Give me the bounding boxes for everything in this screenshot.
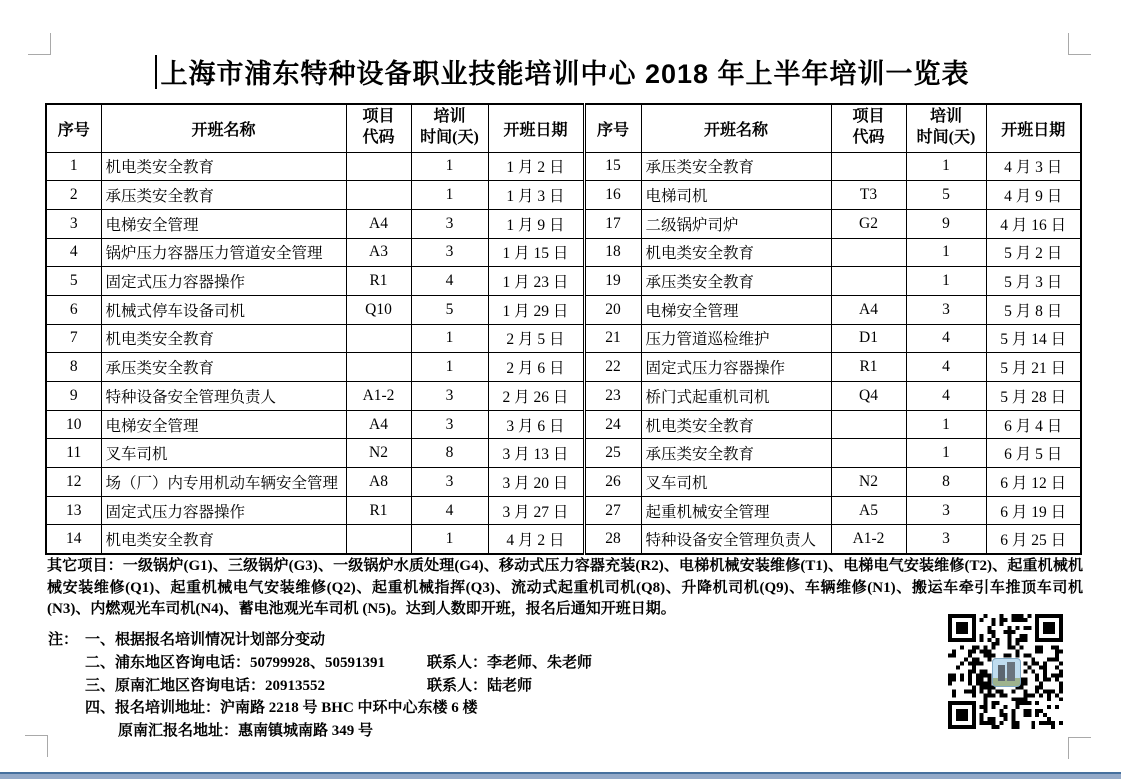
cell-date: 1 月 23 日	[488, 267, 584, 296]
cell-code: A1-2	[831, 525, 906, 554]
cell-no: 21	[584, 324, 641, 353]
cell-date: 6 月 4 日	[986, 410, 1081, 439]
header-training-days: 培训 时间(天)	[411, 104, 488, 152]
cell-date: 4 月 9 日	[986, 181, 1081, 210]
cell-date: 1 月 3 日	[488, 181, 584, 210]
cell-days: 3	[411, 382, 488, 411]
cell-no: 23	[584, 382, 641, 411]
cell-no: 14	[46, 525, 101, 554]
cell-date: 5 月 14 日	[986, 324, 1081, 353]
cell-name: 机电类安全教育	[101, 152, 346, 181]
cell-code: A5	[831, 496, 906, 525]
cell-code: Q4	[831, 382, 906, 411]
note-contact: 联系人：李老师、朱老师	[427, 654, 593, 671]
cell-name: 机电类安全教育	[101, 525, 346, 554]
table-row	[46, 410, 1081, 439]
note-contact: 联系人：陆老师	[427, 677, 533, 694]
note-number: 四、	[85, 700, 116, 717]
cell-days: 3	[906, 525, 986, 554]
note-line	[48, 697, 768, 720]
cell-code: R1	[346, 267, 411, 296]
cell-no: 18	[584, 238, 641, 267]
table-row	[46, 525, 1081, 554]
note-text: 报名培训地址：沪南路 2218 号 BHC 中环中心东楼 6 楼	[115, 700, 478, 717]
cell-name: 承压类安全教育	[641, 267, 831, 296]
cell-no: 11	[46, 439, 101, 468]
cell-no: 19	[584, 267, 641, 296]
cell-days: 3	[411, 468, 488, 497]
cell-name: 固定式压力容器操作	[641, 353, 831, 382]
cell-name: 锅炉压力容器压力管道安全管理	[101, 238, 346, 267]
note-text: 原南汇地区咨询电话：20913552	[115, 677, 326, 694]
cell-days: 3	[906, 295, 986, 324]
table-row	[46, 181, 1081, 210]
cell-days: 3	[411, 209, 488, 238]
cell-code: A8	[346, 468, 411, 497]
cell-days: 1	[411, 152, 488, 181]
header-start-date: 开班日期	[986, 104, 1081, 152]
cell-days: 1	[411, 324, 488, 353]
cell-date: 5 月 28 日	[986, 382, 1081, 411]
cell-days: 1	[906, 410, 986, 439]
cell-name: 特种设备安全管理负责人	[641, 525, 831, 554]
cell-name: 二级锅炉司炉	[641, 209, 831, 238]
cell-code: G2	[831, 209, 906, 238]
cell-days: 4	[411, 267, 488, 296]
cell-date: 3 月 13 日	[488, 439, 584, 468]
cell-code	[831, 439, 906, 468]
table-row	[46, 439, 1081, 468]
table-row	[46, 382, 1081, 411]
cell-name: 机电类安全教育	[101, 324, 346, 353]
cell-code: R1	[831, 353, 906, 382]
cell-code: A4	[831, 295, 906, 324]
note-label: 注：	[48, 632, 79, 648]
cell-name: 机电类安全教育	[641, 238, 831, 267]
cell-date: 5 月 21 日	[986, 353, 1081, 382]
cell-no: 13	[46, 496, 101, 525]
table-row	[46, 209, 1081, 238]
cell-code	[346, 525, 411, 554]
cell-date: 6 月 25 日	[986, 525, 1081, 554]
cell-name: 电梯司机	[641, 181, 831, 210]
qr-code	[948, 614, 1063, 729]
cell-name: 压力管道巡检维护	[641, 324, 831, 353]
cell-no: 15	[584, 152, 641, 181]
cell-no: 27	[584, 496, 641, 525]
cell-date: 1 月 2 日	[488, 152, 584, 181]
cell-name: 电梯安全管理	[101, 209, 346, 238]
header-class-name: 开班名称	[101, 104, 346, 152]
cell-name: 桥门式起重机司机	[641, 382, 831, 411]
cell-name: 起重机械安全管理	[641, 496, 831, 525]
cell-code: A3	[346, 238, 411, 267]
cell-date: 5 月 3 日	[986, 267, 1081, 296]
note-number: 三、	[85, 677, 116, 694]
cell-no: 20	[584, 295, 641, 324]
other-projects-paragraph: 其它项目：一级锅炉(G1)、三级锅炉(G3)、一级锅炉水质处理(G4)、移动式压力容器充装(R2)、电梯机械安装维修(T1)、电梯电气安装维修(T2)、起重机械机械安装维修(Q1)、起重机械电气安装维修(Q2)、起重机械指挥(Q3)、流动式起重机司机(Q8)、升降机司机(Q9)、车辆维修(N1)、搬运车牵引车推顶车司机(N3)、内燃观光车司机(N4)、蓄电池观光车司机 (N5)。达到人数即开班，报名后通知开班日期。	[47, 558, 1083, 617]
table-row	[46, 238, 1081, 267]
cell-days: 3	[411, 410, 488, 439]
cell-name: 固定式压力容器操作	[101, 496, 346, 525]
cell-no: 12	[46, 468, 101, 497]
notes-section	[48, 629, 768, 743]
note-number: 一、	[85, 632, 116, 648]
cell-date: 2 月 5 日	[488, 324, 584, 353]
cell-date: 4 月 3 日	[986, 152, 1081, 181]
cell-code: R1	[346, 496, 411, 525]
cell-code	[831, 267, 906, 296]
cell-no: 22	[584, 353, 641, 382]
cell-days: 8	[411, 439, 488, 468]
cell-date: 2 月 26 日	[488, 382, 584, 411]
cell-date: 6 月 19 日	[986, 496, 1081, 525]
table-row	[46, 324, 1081, 353]
note-text: 原南汇报名地址：惠南镇城南路 349 号	[118, 723, 374, 740]
cell-days: 1	[906, 152, 986, 181]
cell-name: 叉车司机	[641, 468, 831, 497]
note-text: 根据报名培训情况计划部分变动	[115, 632, 326, 648]
cell-code: A1-2	[346, 382, 411, 411]
cell-name: 特种设备安全管理负责人	[101, 382, 346, 411]
table-row	[46, 267, 1081, 296]
header-start-date: 开班日期	[488, 104, 584, 152]
cell-code	[346, 324, 411, 353]
window-bottom-edge	[0, 772, 1121, 779]
cell-code	[831, 410, 906, 439]
cell-name: 机械式停车设备司机	[101, 295, 346, 324]
cell-no: 8	[46, 353, 101, 382]
cell-code: Q10	[346, 295, 411, 324]
table-header-row	[46, 104, 1081, 152]
cell-code: N2	[346, 439, 411, 468]
cell-days: 1	[411, 181, 488, 210]
cell-name: 叉车司机	[101, 439, 346, 468]
table-row	[46, 496, 1081, 525]
cell-code	[831, 238, 906, 267]
cell-days: 1	[906, 238, 986, 267]
cell-days: 9	[906, 209, 986, 238]
cell-days: 4	[906, 382, 986, 411]
cell-name: 固定式压力容器操作	[101, 267, 346, 296]
cell-date: 4 月 16 日	[986, 209, 1081, 238]
header-no: 序号	[46, 104, 101, 152]
cell-name: 机电类安全教育	[641, 410, 831, 439]
cell-no: 1	[46, 152, 101, 181]
note-line	[48, 675, 768, 698]
cell-date: 2 月 6 日	[488, 353, 584, 382]
cell-days: 3	[411, 238, 488, 267]
cell-name: 承压类安全教育	[101, 353, 346, 382]
cell-name: 场（厂）内专用机动车辆安全管理	[101, 468, 346, 497]
cell-code: A4	[346, 209, 411, 238]
cell-code	[346, 181, 411, 210]
cell-days: 3	[906, 496, 986, 525]
cell-days: 1	[906, 439, 986, 468]
building-logo-icon	[992, 658, 1021, 687]
text-cursor	[155, 55, 157, 89]
cell-no: 2	[46, 181, 101, 210]
cell-days: 5	[411, 295, 488, 324]
cell-days: 8	[906, 468, 986, 497]
cell-no: 3	[46, 209, 101, 238]
cell-no: 25	[584, 439, 641, 468]
header-class-name: 开班名称	[641, 104, 831, 152]
header-no: 序号	[584, 104, 641, 152]
cell-name: 电梯安全管理	[101, 410, 346, 439]
cell-code	[346, 353, 411, 382]
margin-corner-mark	[25, 735, 48, 757]
header-training-days: 培训 时间(天)	[906, 104, 986, 152]
cell-date: 5 月 8 日	[986, 295, 1081, 324]
cell-code	[831, 152, 906, 181]
cell-name: 电梯安全管理	[641, 295, 831, 324]
cell-days: 5	[906, 181, 986, 210]
cell-no: 17	[584, 209, 641, 238]
cell-code: D1	[831, 324, 906, 353]
cell-no: 10	[46, 410, 101, 439]
table-row	[46, 468, 1081, 497]
training-schedule-table	[45, 103, 1082, 555]
note-line	[48, 720, 768, 743]
cell-days: 4	[906, 324, 986, 353]
cell-days: 1	[411, 525, 488, 554]
cell-date: 3 月 20 日	[488, 468, 584, 497]
cell-code	[346, 152, 411, 181]
cell-date: 6 月 12 日	[986, 468, 1081, 497]
margin-corner-mark	[1068, 737, 1091, 759]
cell-no: 24	[584, 410, 641, 439]
cell-days: 1	[411, 353, 488, 382]
cell-no: 5	[46, 267, 101, 296]
note-number: 二、	[85, 654, 116, 671]
cell-name: 承压类安全教育	[641, 439, 831, 468]
cell-no: 28	[584, 525, 641, 554]
header-project-code: 项目 代码	[346, 104, 411, 152]
cell-date: 1 月 29 日	[488, 295, 584, 324]
cell-name: 承压类安全教育	[641, 152, 831, 181]
cell-date: 4 月 2 日	[488, 525, 584, 554]
cell-no: 9	[46, 382, 101, 411]
header-project-code: 项目 代码	[831, 104, 906, 152]
note-line	[48, 652, 768, 675]
table-row	[46, 353, 1081, 382]
page-title-text: 上海市浦东特种设备职业技能培训中心 2018 年上半年培训一览表	[160, 59, 970, 89]
cell-no: 4	[46, 238, 101, 267]
cell-no: 26	[584, 468, 641, 497]
cell-code: A4	[346, 410, 411, 439]
cell-code: T3	[831, 181, 906, 210]
cell-days: 4	[411, 496, 488, 525]
table-row	[46, 152, 1081, 181]
cell-no: 6	[46, 295, 101, 324]
note-text: 浦东地区咨询电话：50799928、50591391	[115, 654, 386, 671]
cell-code: N2	[831, 468, 906, 497]
note-line	[48, 629, 768, 652]
cell-name: 承压类安全教育	[101, 181, 346, 210]
page-title	[45, 52, 1080, 91]
cell-date: 5 月 2 日	[986, 238, 1081, 267]
cell-no: 7	[46, 324, 101, 353]
cell-days: 1	[906, 267, 986, 296]
cell-date: 1 月 9 日	[488, 209, 584, 238]
cell-days: 4	[906, 353, 986, 382]
table-row	[46, 295, 1081, 324]
cell-date: 3 月 6 日	[488, 410, 584, 439]
cell-date: 3 月 27 日	[488, 496, 584, 525]
cell-date: 1 月 15 日	[488, 238, 584, 267]
cell-no: 16	[584, 181, 641, 210]
cell-date: 6 月 5 日	[986, 439, 1081, 468]
